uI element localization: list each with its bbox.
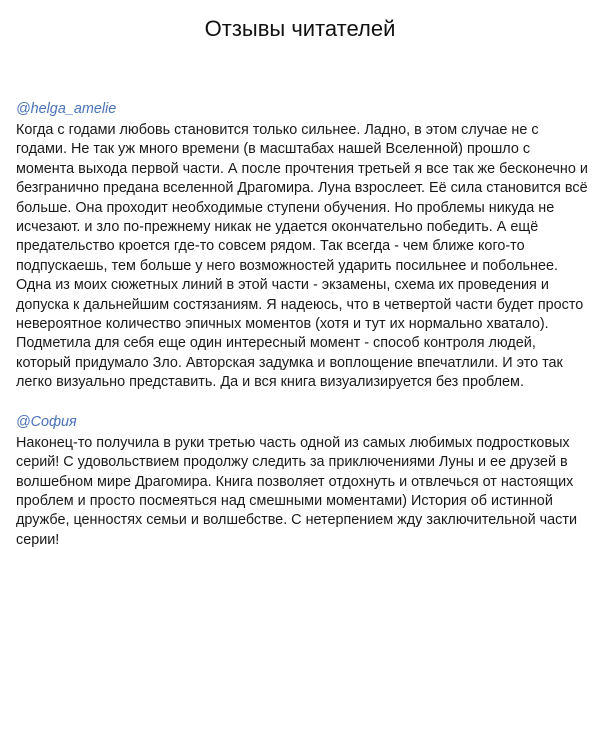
review-text: Когда с годами любовь становится только сильнее. Ладно, в этом случае не с годами. Не так уж много времени (в масштабах нашей Вселенной) прошло с момента выхода первой части. А после прочтения третьей я все так же бесконечно и безгранично предана вселенной Драгомира. Луна взрослеет. Её сила становится всё больше. Она проходит необходимые ступени обучения. Но проблемы никуда не исчезают. и зло по-прежнему никак не удается окончательно победить. А ещё предательство кроется где-то совсем рядом. Так всегда - чем ближе кого-то подпускаешь, тем больше у него возможностей ударить посильнее и побольнее. Одна из моих сюжетных линий в этой части - экзамены, схема их проведения и допуска к дальнейшим состязаниям. Я надеюсь, что в четвертой части будет просто невероятное количество эпичных моментов (хотя и тут их нормально хватало). Подметила для себя еще один интересный момент - способ контроля людей, который придумало Зло. Авторская задумка и воплощение впечатлили. И это так легко визуально представить. Да и вся книга визуализируется без проблем. bbox=[16, 122, 588, 391]
review-item bbox=[16, 413, 588, 550]
review-author: @helga_amelie bbox=[16, 101, 117, 117]
reviews-list bbox=[16, 100, 588, 570]
review-item bbox=[16, 100, 588, 393]
page-title: Отзывы читателей bbox=[204, 16, 396, 41]
review-author: @София bbox=[16, 413, 77, 430]
review-text: Наконец-то получила в руки третью часть одной из самых любимых подростковых серий! С удовольствием продолжу следить за приключениями Луны и ее друзей в волшебном мире Драгомира. Книга позволяет отдохнуть и отвлечься от настоящих проблем и просто посмеяться над смешными моментами) История об истинной дружбе, ценностях семьи и волшебстве. С нетерпением жду заключительной части серии! bbox=[16, 434, 578, 548]
